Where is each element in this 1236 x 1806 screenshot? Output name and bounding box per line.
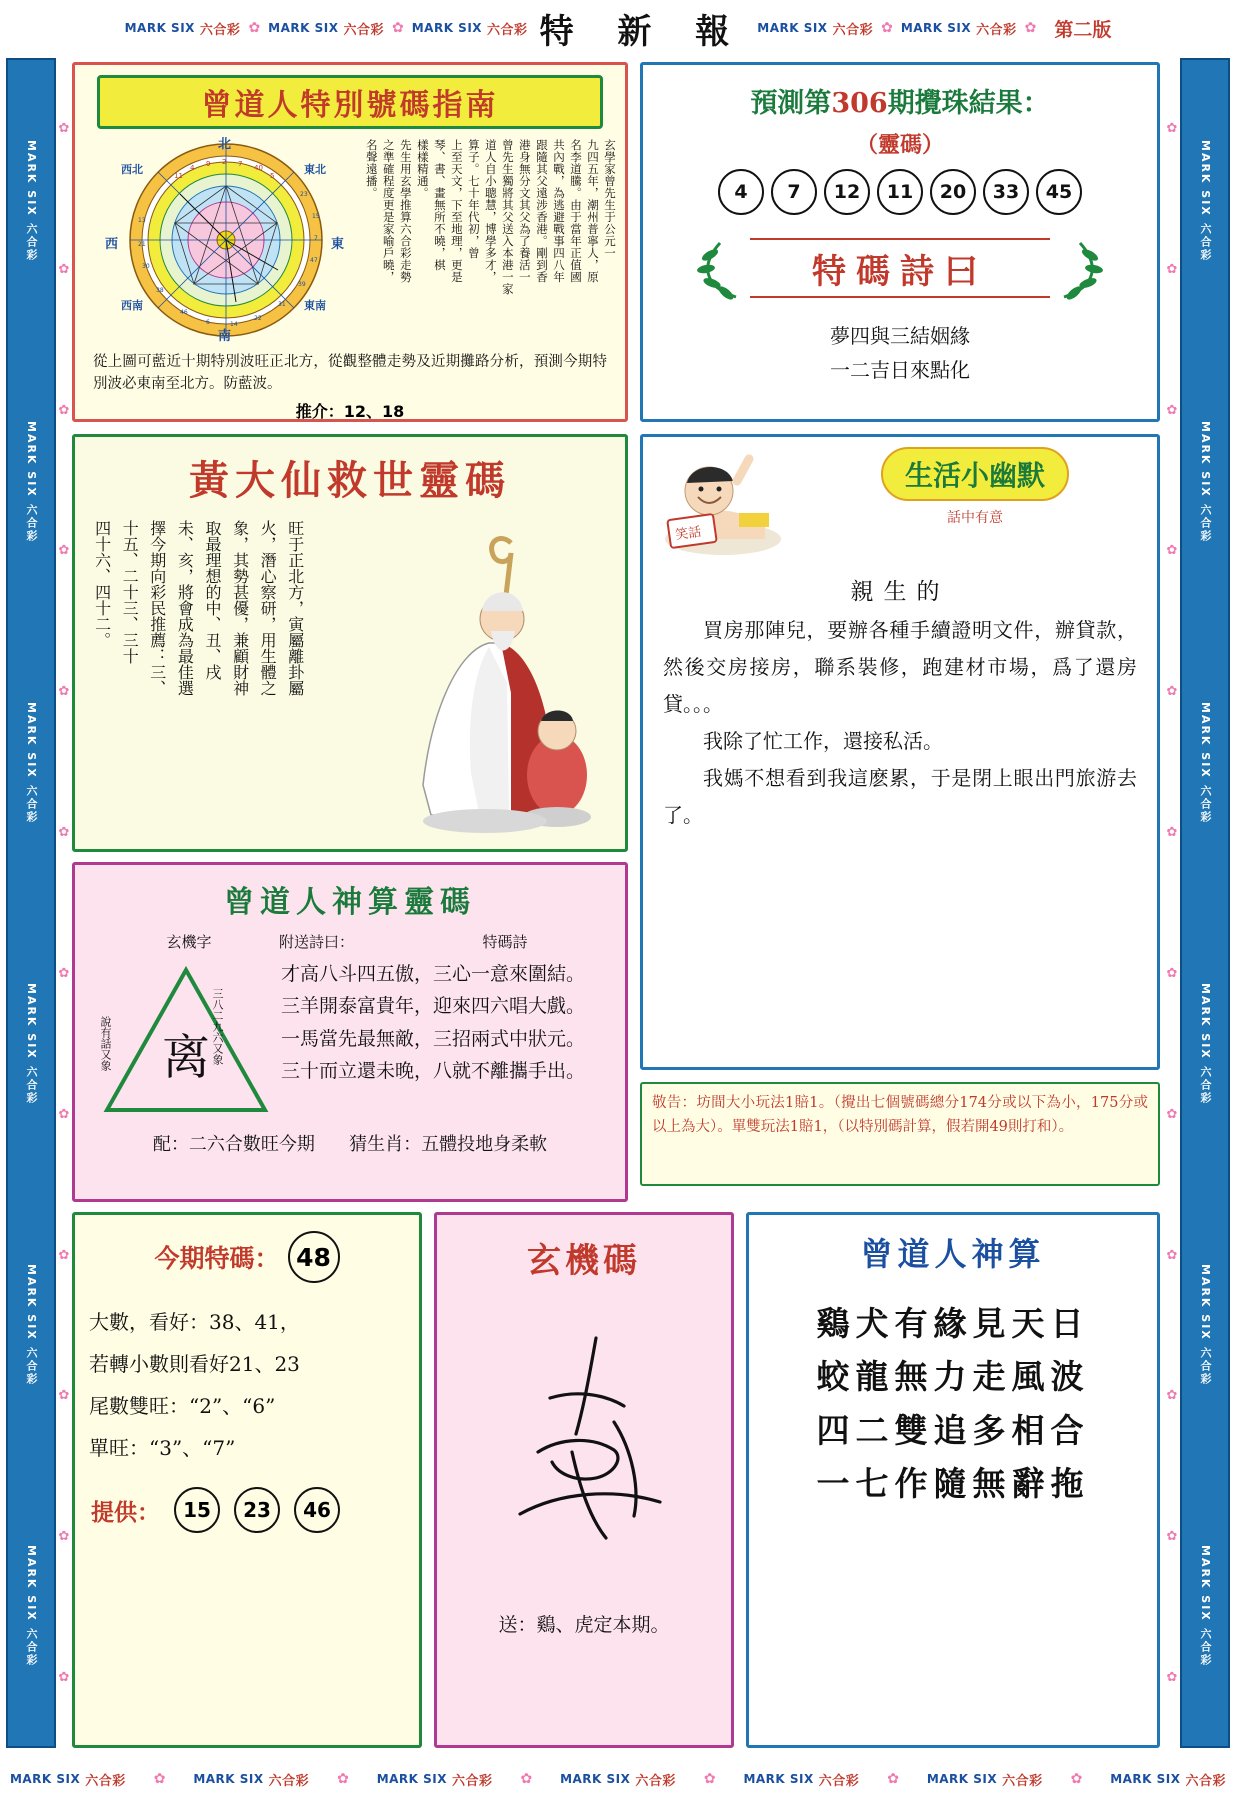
flower-icon: ✿ — [1166, 1529, 1178, 1545]
rail-text: MARK SIX 六合彩 — [25, 1263, 38, 1386]
flower-icon: ✿ — [1166, 261, 1178, 277]
divination-label-right: 特碼詩 — [482, 933, 528, 951]
humor-illustration — [653, 447, 803, 562]
wongtaisin-col: 擇今期向彩民推薦：三、 — [147, 520, 167, 696]
forecast-poem-line: 夢四與三結姻緣 — [830, 324, 970, 348]
forecast-ball: 4 — [718, 169, 764, 215]
flower-icon: ✿ — [58, 1388, 70, 1404]
flower-icon: ✿ — [58, 543, 70, 559]
flower-icon: ✿ — [58, 965, 70, 981]
compass-southeast-label: 東南 — [304, 299, 326, 312]
brand-en: MARK SIX — [193, 1772, 264, 1786]
guide-col: 算子。七十年代初，曾 — [466, 139, 481, 259]
divination-left-text: 說有話又象 — [99, 1016, 112, 1071]
forecast-panel — [640, 62, 1160, 422]
svg-text:7: 7 — [238, 160, 243, 168]
svg-text:47: 47 — [310, 257, 318, 264]
flower-icon: ✿ — [881, 20, 893, 36]
humor-title-area — [803, 447, 1147, 527]
forecast-title-pre: 預測第 — [750, 88, 832, 119]
flower-icon: ✿ — [58, 120, 70, 136]
flower-icon: ✿ — [392, 20, 404, 36]
mystery-code-title: 玄機碼 — [527, 1241, 641, 1281]
compass-east-label: 東 — [331, 237, 345, 252]
humor-article-body — [643, 606, 1157, 840]
svg-text:2: 2 — [222, 158, 227, 166]
brand-cn: 六合彩 — [1002, 1773, 1043, 1789]
shensuan-lines — [749, 1297, 1157, 1511]
special-code-line: 大數，看好：38、41， — [89, 1310, 300, 1334]
flower-icon: ✿ — [58, 684, 70, 700]
forecast-ball: 33 — [983, 169, 1029, 215]
divination-footer-right: 猜生肖：五體投地身柔軟 — [349, 1134, 548, 1155]
brand-mark — [927, 1770, 1043, 1789]
immortal-illustration — [361, 523, 611, 843]
left-rail — [6, 58, 56, 1748]
guide-vertical-text — [359, 135, 625, 350]
wongtaisin-title: 黃大仙救世靈碼 — [189, 457, 511, 504]
flower-icon: ✿ — [703, 1771, 716, 1787]
forecast-poem — [643, 319, 1157, 387]
brand-en: MARK SIX — [376, 1772, 448, 1786]
brand-cn: 六合彩 — [268, 1773, 310, 1789]
flower-icon: ✿ — [58, 1529, 70, 1545]
shensuan-line: 鷄犬有緣見天日 — [816, 1304, 1090, 1343]
brand-en: MARK SIX — [757, 21, 828, 35]
svg-text:13: 13 — [138, 217, 146, 224]
flower-icon: ✿ — [1166, 402, 1178, 418]
guide-recommendation — [75, 399, 625, 422]
brand-en: MARK SIX — [124, 21, 195, 35]
flower-icon: ✿ — [1166, 1106, 1178, 1122]
svg-text:46: 46 — [180, 309, 188, 316]
brand-cn: 六合彩 — [635, 1773, 676, 1789]
wongtaisin-col: 未、亥，將會成為最佳選 — [175, 520, 195, 696]
guide-col: 共內戰，為逃避戰事四八年 — [551, 139, 566, 283]
flower-icon: ✿ — [153, 1771, 166, 1787]
flower-icon: ✿ — [337, 1771, 349, 1787]
laurel-banner — [690, 231, 1110, 305]
forecast-ball: 20 — [930, 169, 976, 215]
divination-label-left: 玄機字 — [166, 933, 212, 951]
guide-col: 道人自小聰慧，博學多才， — [483, 139, 498, 283]
rail-text: MARK SIX 六合彩 — [1199, 1544, 1212, 1667]
flower-icon: ✿ — [1166, 543, 1178, 559]
brand-cn: 六合彩 — [818, 1773, 860, 1789]
divination-right-text: 三八二九六又象 — [211, 988, 224, 1065]
brand-en: MARK SIX — [9, 1772, 81, 1786]
divination-triangle — [91, 954, 281, 1124]
wongtaisin-col: 旺于正北方，寅屬離卦屬 — [285, 520, 305, 696]
rail-text: MARK SIX 六合彩 — [1199, 982, 1212, 1105]
humor-paragraph: 我媽不想看到我這麽累，于是閉上眼出門旅游去了。 — [663, 766, 1137, 827]
guide-col: 上至天文，下至地理，更是 — [449, 139, 464, 283]
brand-en: MARK SIX — [743, 1772, 814, 1786]
forecast-title-post: 期攪珠結果： — [887, 88, 1050, 119]
compass-southwest-label: 西南 — [121, 299, 143, 312]
rail-text: MARK SIX 六合彩 — [1199, 1263, 1212, 1386]
flower-icon: ✿ — [58, 825, 70, 841]
guide-recommend-label: 推介： — [295, 401, 344, 421]
flower-icon: ✿ — [1024, 20, 1037, 36]
rail-text: MARK SIX 六合彩 — [25, 420, 38, 543]
svg-text:15: 15 — [312, 213, 320, 220]
special-code-main-ball: 48 — [288, 1231, 340, 1283]
brand-mark — [125, 19, 241, 38]
laurel-title: 特碼詩曰 — [812, 251, 988, 292]
brand-cn: 六合彩 — [452, 1773, 493, 1789]
divination-title: 曾道人神算靈碼 — [224, 885, 476, 920]
special-code-line: 若轉小數則看好21、23 — [89, 1352, 300, 1376]
brand-mark — [560, 1770, 676, 1789]
forecast-title — [643, 81, 1157, 120]
divination-body — [75, 954, 625, 1124]
brand-cn: 六合彩 — [199, 22, 241, 38]
divination-poem-line: 一馬當先最無敵，三招兩式中狀元。 — [281, 1027, 586, 1050]
svg-text:5: 5 — [270, 172, 275, 180]
special-code-title: 今期特碼： — [154, 1244, 280, 1273]
special-code-header — [75, 1231, 419, 1283]
forecast-ball: 7 — [771, 169, 817, 215]
provide-label: 提供： — [91, 1498, 160, 1526]
guide-col: 九四五年，潮州普寧人，原 — [585, 139, 600, 283]
brand-en: MARK SIX — [268, 21, 339, 35]
compass-diagram — [99, 135, 359, 350]
wongtaisin-col: 象，其勢甚優，兼顧財神 — [230, 520, 250, 696]
flower-icon: ✿ — [1166, 1388, 1178, 1404]
wongtaisin-col: 取最理想的中、丑、戌 — [202, 520, 222, 680]
guide-col: 曾先生獨將其父送入本港一家 — [500, 139, 515, 295]
humor-panel — [640, 434, 1160, 1070]
brand-mark — [193, 1770, 309, 1789]
brand-mark — [412, 19, 528, 38]
flower-icon: ✿ — [58, 402, 70, 418]
divination-poem-line: 才高八斗四五傲，三心一意來圍結。 — [281, 963, 586, 985]
provide-ball: 15 — [174, 1487, 220, 1533]
brand-mark — [377, 1770, 493, 1789]
flower-icon: ✿ — [1166, 825, 1178, 841]
guide-analysis-text: 從上圖可藍近十期特別波旺正北方，從觀整體走勢及近期攤路分析，預測今期特別波必東南至北方。防藍波。 — [93, 354, 607, 392]
brand-cn: 六合彩 — [85, 1773, 126, 1789]
brand-cn: 六合彩 — [343, 22, 384, 38]
rail-text: MARK SIX 六合彩 — [1199, 139, 1212, 262]
rail-text: MARK SIX 六合彩 — [25, 1544, 38, 1667]
flower-icon: ✿ — [58, 1247, 70, 1263]
rail-text: MARK SIX 六合彩 — [1199, 701, 1212, 824]
top-banner — [0, 0, 1236, 56]
guide-title-plate — [97, 75, 603, 129]
svg-text:7: 7 — [314, 235, 318, 242]
svg-text:4: 4 — [190, 164, 195, 172]
flower-icon: ✿ — [1166, 1670, 1178, 1686]
flower-icon: ✿ — [58, 261, 70, 277]
mystery-code-footer: 送：鷄、虎定本期。 — [498, 1614, 670, 1636]
notice-text: 敬告：坊間大小玩法1賠1。（攪出七個號碼總分174分或以下為小，175分或以上為大）。單雙玩法1賠1，（以特別碼計算，假若開49則打和）。 — [652, 1095, 1148, 1135]
wongtaisin-panel — [72, 434, 628, 852]
brand-mark — [743, 1770, 859, 1789]
guide-col: 先生用玄學推算六合彩走勢 — [398, 139, 413, 283]
humor-badge-text: 笑話 — [674, 524, 703, 544]
mystery-code-panel — [434, 1212, 734, 1748]
divination-labels — [75, 931, 625, 952]
svg-text:39: 39 — [298, 281, 306, 288]
brand-en: MARK SIX — [411, 21, 483, 35]
flower-icon: ✿ — [1166, 120, 1178, 136]
guide-col: 琴、書、畫無所不曉，棋 — [432, 139, 447, 271]
svg-text:22: 22 — [254, 315, 262, 322]
compass-north-label: 北 — [218, 137, 232, 152]
shensuan-line: 一七作隨無辭拖 — [816, 1464, 1090, 1504]
humor-header — [643, 437, 1157, 567]
divination-poem-line: 三羊開泰富貴年，迎來四六唱大戲。 — [281, 995, 586, 1018]
svg-text:23: 23 — [300, 191, 308, 198]
divination-poem — [281, 954, 609, 1124]
divination-footer — [75, 1130, 625, 1156]
divination-hexagram-char: 离 — [161, 1029, 211, 1086]
brand-en: MARK SIX — [900, 21, 972, 35]
page-title: 特 新 報 — [539, 11, 746, 52]
special-code-line: 尾數雙旺：“2”、“6” — [89, 1394, 276, 1418]
divination-poem-line: 三十而立還未晚，八就不離攜手出。 — [281, 1059, 586, 1082]
provide-ball: 46 — [294, 1487, 340, 1533]
forecast-ball: 45 — [1036, 169, 1082, 215]
brand-en: MARK SIX — [560, 1772, 631, 1786]
svg-text:21: 21 — [138, 241, 146, 248]
forecast-ball-row — [643, 169, 1157, 215]
flower-icon: ✿ — [58, 1106, 70, 1122]
special-number-guide-panel — [72, 62, 628, 422]
brand-cn: 六合彩 — [976, 22, 1017, 38]
svg-text:38: 38 — [156, 287, 164, 294]
humor-article-title: 親生的 — [850, 579, 950, 605]
divination-footer-left: 配：二六合數旺今期 — [152, 1134, 315, 1155]
svg-text:31: 31 — [278, 301, 286, 308]
guide-title: 曾道人特別號碼指南 — [201, 88, 499, 123]
flower-icon: ✿ — [1166, 1247, 1178, 1263]
brand-mark — [268, 19, 384, 38]
flower-icon: ✿ — [520, 1771, 533, 1787]
special-code-provide-row — [75, 1487, 419, 1533]
svg-text:14: 14 — [230, 321, 238, 328]
compass-northeast-label: 東北 — [304, 163, 326, 176]
divination-label-mid: 附送詩曰： — [279, 933, 355, 951]
forecast-ball: 11 — [877, 169, 923, 215]
svg-text:30: 30 — [142, 263, 150, 270]
guide-col: 港身無分文其父為了養活一 — [517, 139, 532, 283]
right-rail — [1180, 58, 1230, 1748]
guide-col: 玄學家曾先生于公元一 — [603, 139, 617, 259]
shensuan-panel — [746, 1212, 1160, 1748]
flower-icon: ✿ — [1166, 684, 1178, 700]
svg-text:40: 40 — [254, 164, 263, 172]
guide-recommend-value: 12、18 — [343, 401, 405, 421]
flower-icon: ✿ — [248, 20, 261, 36]
compass-northwest-label: 西北 — [121, 163, 143, 176]
guide-col: 跟隨其父遠涉香港。剛到香 — [534, 139, 549, 283]
brand-cn: 六合彩 — [832, 22, 874, 38]
special-code-panel — [72, 1212, 422, 1748]
special-code-lines — [75, 1301, 419, 1469]
flower-icon: ✿ — [58, 1670, 70, 1686]
provide-ball: 23 — [234, 1487, 280, 1533]
wongtaisin-col: 十五、二十三、三十 — [120, 520, 140, 664]
flower-icon: ✿ — [887, 1771, 899, 1787]
humor-title: 生活小幽默 — [881, 447, 1069, 501]
brand-mark — [10, 1770, 126, 1789]
divination-panel — [72, 862, 628, 1202]
rail-text: MARK SIX 六合彩 — [25, 701, 38, 824]
notice-panel — [640, 1082, 1160, 1186]
shensuan-title: 曾道人神算 — [860, 1235, 1046, 1273]
edition-label: 第二版 — [1054, 18, 1112, 41]
forecast-subtitle: （靈碼） — [855, 132, 944, 158]
special-code-line: 單旺：“3”、“7” — [89, 1436, 236, 1460]
wongtaisin-col: 火，潛心察研，用生體之 — [258, 520, 278, 696]
compass-south-label: 南 — [218, 329, 232, 344]
guide-col: 樣樣精通。 — [415, 139, 430, 199]
shensuan-line: 四二雙追多相合 — [816, 1410, 1090, 1450]
content-area — [72, 62, 1164, 1746]
guide-col: 名聲遠播。 — [364, 139, 379, 199]
brand-mark — [1110, 1770, 1226, 1789]
svg-text:11: 11 — [174, 172, 183, 180]
mystery-code-signature — [464, 1302, 704, 1602]
humor-subtitle: 話中有意 — [947, 510, 1003, 526]
brand-cn: 六合彩 — [487, 22, 528, 38]
brand-mark — [757, 19, 873, 38]
flower-icon: ✿ — [1166, 965, 1178, 981]
forecast-draw-number: 306 — [831, 88, 888, 119]
rail-text: MARK SIX 六合彩 — [25, 982, 38, 1105]
compass-west-label: 西 — [105, 237, 119, 252]
humor-paragraph: 買房那陣兒，要辦各種手續證明文件，辦貸款，然後交房接房，聯系裝修，跑建材市場，爲了還房貸。。。 — [663, 618, 1137, 716]
rail-text: MARK SIX 六合彩 — [25, 139, 38, 262]
rail-text: MARK SIX 六合彩 — [1199, 420, 1212, 543]
guide-col: 名李道騰。由于當年正值國 — [568, 139, 583, 283]
svg-text:6: 6 — [206, 319, 210, 326]
bottom-banner — [0, 1752, 1236, 1806]
brand-mark — [901, 19, 1017, 38]
forecast-ball: 12 — [824, 169, 870, 215]
brand-cn: 六合彩 — [1185, 1773, 1227, 1789]
wongtaisin-col: 四十六、四十二。 — [92, 520, 112, 648]
flower-icon: ✿ — [1070, 1771, 1083, 1787]
guide-col: 之準確程度更是家喻戶曉， — [381, 139, 396, 283]
humor-paragraph: 我除了忙工作，還接私活。 — [703, 729, 943, 753]
brand-en: MARK SIX — [926, 1772, 998, 1786]
shensuan-line: 蛟龍無力走風波 — [816, 1357, 1090, 1397]
guide-body — [75, 135, 625, 350]
brand-en: MARK SIX — [1110, 1772, 1181, 1786]
forecast-poem-line: 一二吉日來點化 — [830, 358, 970, 382]
svg-text:9: 9 — [206, 160, 211, 168]
